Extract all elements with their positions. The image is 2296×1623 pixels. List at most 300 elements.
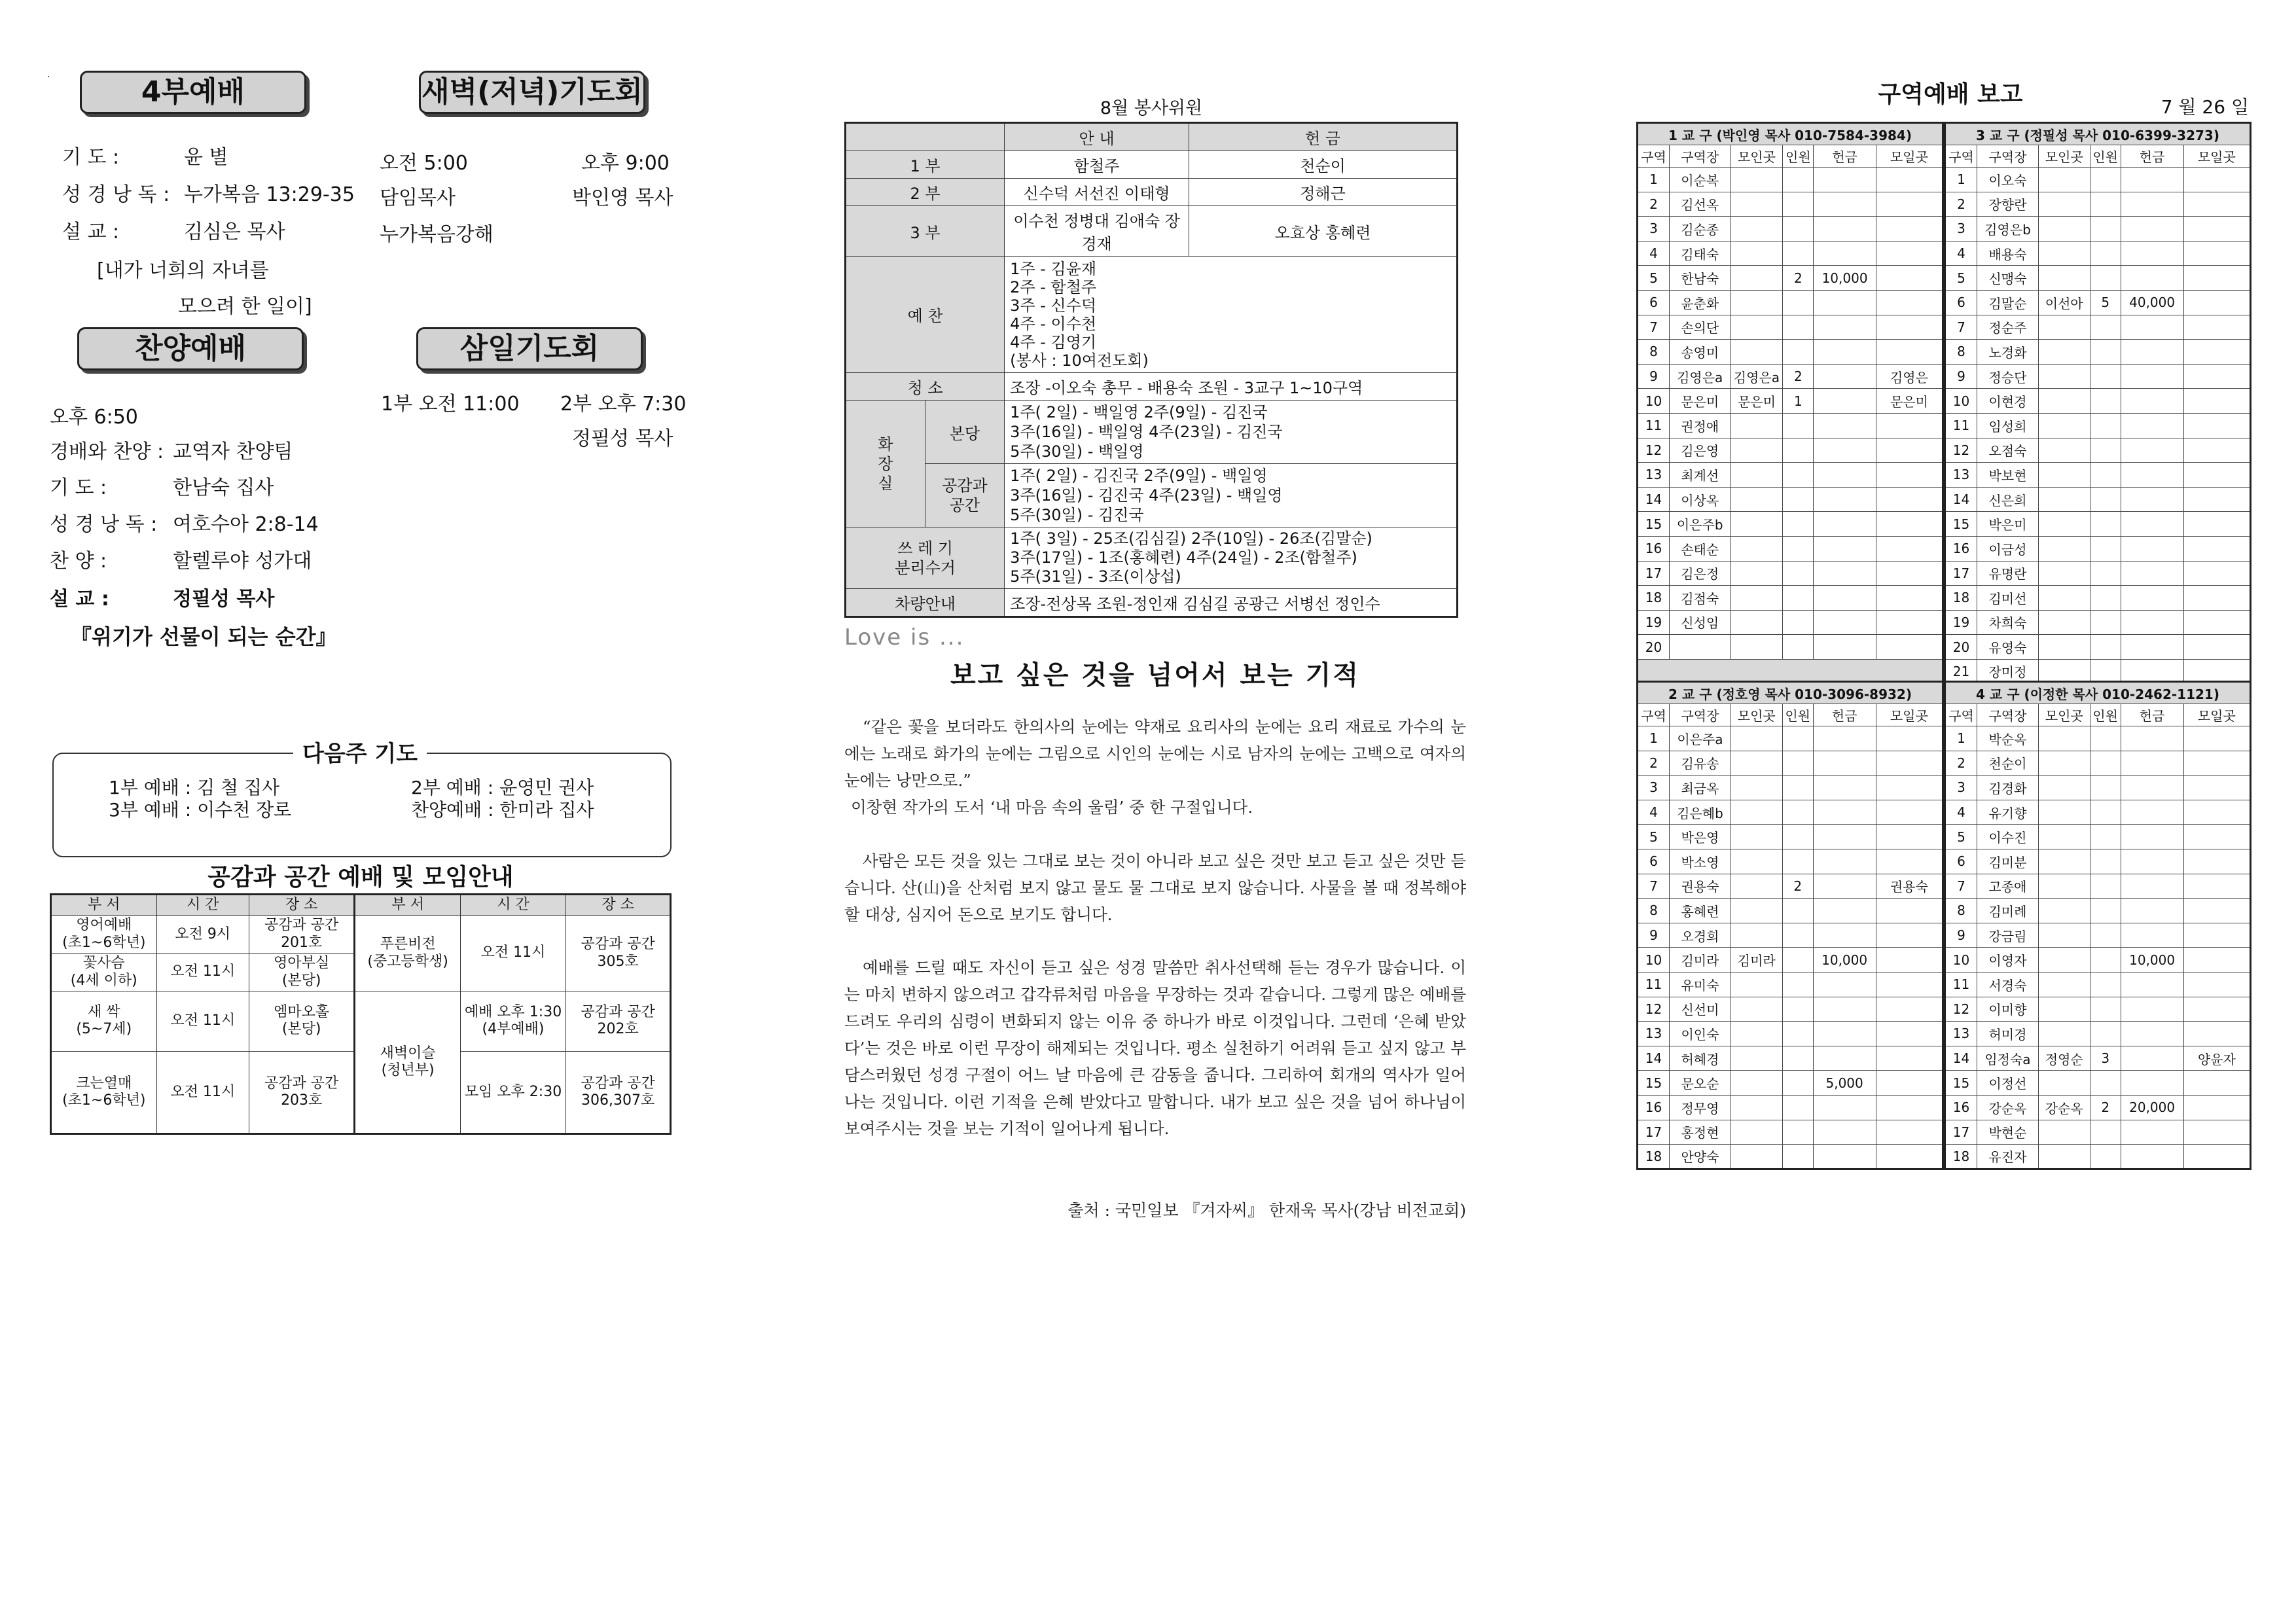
vehicle-schedule: 조장-전상목 조원-정인재 김심길 공광근 서병선 정인수	[1005, 589, 1458, 617]
district-cell	[2090, 389, 2121, 414]
district-cell	[2183, 290, 2250, 315]
district-cell	[1782, 1071, 1813, 1096]
district-cell: 20	[1945, 635, 1977, 660]
district-cell	[1876, 997, 1943, 1022]
district-cell	[2183, 1145, 2250, 1169]
vehicle-label: 차량안내	[846, 589, 1005, 617]
district-row	[1945, 512, 2251, 537]
district-row	[1945, 923, 2251, 948]
district-cell: 유기향	[1977, 800, 2039, 825]
district-cell	[2121, 315, 2183, 340]
district-cell	[2183, 364, 2250, 389]
district-header: 2 교 구 (정호영 목사 010-3096-8932)	[1638, 682, 1943, 704]
district-cell: 김은정	[1669, 561, 1731, 586]
district-cell	[1876, 1071, 1943, 1096]
district-cell	[2090, 241, 2121, 266]
district-cell	[2183, 561, 2250, 586]
gathering-cell: 모임 오후 2:30	[460, 1051, 565, 1133]
district-cell	[1782, 751, 1813, 776]
report-title: 구역예배 보고	[1878, 81, 2023, 108]
district-cell: 이선아	[2038, 290, 2090, 315]
article-source: 출처 : 국민일보 『겨자씨』 한재욱 목사(강남 비전교회)	[1067, 1201, 1466, 1220]
district-cell: 박소영	[1670, 849, 1731, 874]
district-cell: 1	[1783, 389, 1814, 414]
district-row	[1638, 512, 1943, 537]
district-cell: 15	[1945, 512, 1977, 537]
gathering-cell: 크는열매 (초1~6학년)	[51, 1051, 157, 1133]
district-cell	[2183, 726, 2250, 751]
district-row	[1945, 1046, 2251, 1071]
district-cell	[1876, 168, 1943, 192]
district-cell: 14	[1945, 487, 1977, 512]
district-row	[1638, 561, 1943, 586]
column-header: 인원	[1783, 145, 1814, 168]
district-cell	[1876, 438, 1943, 463]
district-cell	[2183, 923, 2250, 948]
volunteer-corner	[846, 123, 1005, 151]
district-cell: 권용숙	[1876, 874, 1943, 899]
district-cell: 5	[1638, 825, 1670, 849]
district-cell	[1813, 899, 1876, 923]
district-cell	[1783, 217, 1814, 241]
district-row	[1638, 586, 1943, 611]
district-cell	[2183, 340, 2250, 365]
district-cell: 3	[1638, 776, 1670, 800]
cleaning-label: 청 소	[846, 373, 1005, 401]
gathering-cell: 공감과 공간 306,307호	[566, 1051, 671, 1133]
column-header: 헌금	[1814, 145, 1876, 168]
district-cell	[2090, 899, 2121, 923]
column-header: 구역	[1945, 145, 1977, 168]
district-row	[1638, 1145, 1943, 1169]
district-cell	[2090, 923, 2121, 948]
district-cell	[2090, 635, 2121, 660]
district-cell	[2121, 586, 2183, 611]
district-cell: 1	[1638, 168, 1670, 192]
district-cell	[1876, 635, 1943, 660]
district-cell: 안양숙	[1670, 1145, 1731, 1169]
district-cell: 2	[1945, 751, 1977, 776]
district-cell	[1731, 610, 1783, 635]
district-cell	[1731, 1095, 1782, 1120]
next-prayer-2: 2부 예배 : 윤영민 권사	[411, 777, 594, 798]
praise-line-4: 찬 양 : 할렐루야 성가대	[50, 550, 312, 573]
district-cell: 김은혜b	[1670, 800, 1731, 825]
article-title: 보고 싶은 것을 넘어서 보는 기적	[950, 660, 1360, 690]
worship4-title: 4부예배	[80, 71, 306, 114]
district-cell	[2121, 1046, 2183, 1071]
district-cell: 7	[1945, 874, 1977, 899]
article-paragraph-2: 사람은 모든 것을 있는 그대로 보는 것이 아니라 보고 싶은 것만 보고 듣고 싶은 것만 듣습니다. 산(山)을 산처럼 보지 않고 물도 물 그대로 보지 않습니다. 사물을 볼 때 정복해야 할 대상, 심지어 돈으로 보기도 합니다.	[844, 851, 1466, 924]
district-cell	[1813, 800, 1876, 825]
dawn-time-2: 오후 9:00	[581, 152, 670, 175]
district-cell	[1782, 726, 1813, 751]
volunteer-guide: 함철주	[1005, 151, 1189, 179]
district-cell	[2183, 997, 2250, 1022]
district-row	[1638, 1071, 1943, 1096]
district-cell: 14	[1638, 487, 1670, 512]
praise-line-1: 경배와 찬양 : 교역자 찬양팀	[50, 440, 293, 463]
column-header: 모일곳	[1876, 145, 1943, 168]
trash-schedule: 1주( 3일) - 25조(김심길) 2주(10일) - 26조(김말순) 3주(17일) - 1조(홍혜련) 4주(24일) - 2조(함철주) 5주(31일) - 3조(이상섭)	[1005, 527, 1458, 589]
district-cell	[1813, 1095, 1876, 1120]
district-cell: 18	[1638, 1145, 1670, 1169]
district-cell	[1876, 241, 1943, 266]
district-cell: 5	[2090, 290, 2121, 315]
praise-time: 오후 6:50	[50, 406, 138, 429]
district-cell: 김은영	[1669, 438, 1731, 463]
district-cell	[2183, 972, 2250, 997]
district-cell	[2121, 1120, 2183, 1145]
district-cell	[1731, 487, 1783, 512]
district-cell: 15	[1945, 1071, 1977, 1096]
district-cell	[2183, 536, 2250, 561]
district-cell	[2183, 849, 2250, 874]
gathering-cell: 오전 11시	[460, 916, 565, 991]
district-cell	[1731, 1145, 1782, 1169]
district-cell	[1813, 923, 1876, 948]
district-cell	[2183, 217, 2250, 241]
district-cell: 13	[1638, 463, 1670, 488]
district-cell: 7	[1945, 315, 1977, 340]
district-cell	[1731, 340, 1783, 365]
district-cell	[1782, 1145, 1813, 1169]
district-cell: 16	[1945, 1095, 1977, 1120]
district-cell: 오점숙	[1977, 438, 2039, 463]
district-cell: 40,000	[2121, 290, 2183, 315]
district-cell	[1782, 776, 1813, 800]
column-header: 헌금	[2121, 145, 2183, 168]
district-cell	[1731, 972, 1782, 997]
column-header: 모인곳	[2038, 704, 2090, 726]
district-cell	[2038, 241, 2090, 266]
volunteer-row-label: 1 부	[846, 151, 1005, 179]
district-cell	[1783, 512, 1814, 537]
district-cell	[2090, 800, 2121, 825]
district-cell	[2090, 364, 2121, 389]
district-row	[1945, 315, 2251, 340]
district-cell: 유진자	[1977, 1145, 2039, 1169]
district-cell: 문은미	[1876, 389, 1943, 414]
district-row	[1945, 266, 2251, 291]
district-cell	[1814, 168, 1876, 192]
dawn-who-2: 박인영 목사	[572, 187, 673, 209]
district-cell: 문오순	[1670, 1071, 1731, 1096]
district-row	[1638, 923, 1943, 948]
gathering-cell: 오전 11시	[156, 991, 249, 1051]
district-cell	[1813, 825, 1876, 849]
district-cell: 윤춘화	[1669, 290, 1731, 315]
district-cell	[2038, 561, 2090, 586]
district-cell: 강순옥	[2038, 1095, 2090, 1120]
district-cell	[1814, 610, 1876, 635]
district-cell: 차희숙	[1977, 610, 2039, 635]
district-cell: 6	[1638, 849, 1670, 874]
district-cell	[1814, 290, 1876, 315]
district-cell: 8	[1638, 899, 1670, 923]
restroom-space: 1주( 2일) - 김진국 2주(9일) - 백일영 3주(16일) - 김진국 4주(23일) - 백일영 5주(30일) - 김진국	[1005, 464, 1458, 527]
district-cell	[1782, 997, 1813, 1022]
district-cell	[2038, 1145, 2090, 1169]
district-cell: 신성임	[1669, 610, 1731, 635]
district-cell: 17	[1945, 1120, 1977, 1145]
district-cell	[1814, 389, 1876, 414]
column-header: 모인곳	[1731, 145, 1783, 168]
district-header: 1 교 구 (박인영 목사 010-7584-3984)	[1638, 123, 1943, 145]
district-cell	[1731, 923, 1782, 948]
district-cell: 4	[1945, 241, 1977, 266]
district-cell	[1783, 290, 1814, 315]
gathering-title: 공감과 공간 예배 및 모임안내	[207, 864, 514, 891]
district-cell: 강금림	[1977, 923, 2039, 948]
district-cell	[2121, 610, 2183, 635]
cleaning-schedule: 조장 -이오숙 총무 - 배용숙 조원 - 3교구 1~10구역	[1005, 373, 1458, 401]
district-cell	[1876, 972, 1943, 997]
district-cell	[1814, 217, 1876, 241]
district-cell	[1876, 1046, 1943, 1071]
district-cell: 10	[1638, 948, 1670, 972]
district-row	[1638, 192, 1943, 217]
district-cell	[1731, 290, 1783, 315]
district-cell	[2038, 948, 2090, 972]
district-cell	[1876, 315, 1943, 340]
district-cell	[1731, 800, 1782, 825]
district-cell	[1731, 1071, 1782, 1096]
district-cell	[1876, 487, 1943, 512]
district-cell: 12	[1638, 997, 1670, 1022]
gathering-cell: 공감과 공간 305호	[566, 916, 671, 991]
choir-label: 예 찬	[846, 257, 1005, 373]
column-header: 구역	[1638, 704, 1670, 726]
volunteer-offer: 천순이	[1189, 151, 1458, 179]
gathering-cell: 오전 11시	[156, 954, 249, 991]
district-cell: 이미향	[1977, 997, 2039, 1022]
district-cell: 김미라	[1731, 948, 1782, 972]
district-cell: 배용숙	[1977, 241, 2039, 266]
district-cell	[1783, 487, 1814, 512]
district-row	[1945, 800, 2251, 825]
district-cell	[2038, 389, 2090, 414]
district-cell	[1783, 635, 1814, 660]
district-cell: 김영은	[1876, 364, 1943, 389]
district-cell	[2038, 610, 2090, 635]
district-table-3	[1944, 122, 2251, 685]
column-header: 구역	[1638, 145, 1670, 168]
district-cell	[2121, 849, 2183, 874]
district-cell: 8	[1638, 340, 1670, 365]
district-cell: 최계선	[1669, 463, 1731, 488]
district-cell	[2183, 315, 2250, 340]
district-cell: 유명란	[1977, 561, 2039, 586]
district-row	[1638, 290, 1943, 315]
district-cell	[2038, 1120, 2090, 1145]
gathering-header: 부 서	[51, 895, 157, 916]
district-cell: 신은희	[1977, 487, 2039, 512]
restroom-space-label: 공감과 공간	[925, 464, 1005, 527]
district-cell	[1813, 726, 1876, 751]
district-cell	[1814, 315, 1876, 340]
district-cell	[1876, 192, 1943, 217]
district-cell: 5	[1945, 266, 1977, 291]
district-cell	[2038, 849, 2090, 874]
district-cell	[2038, 364, 2090, 389]
district-cell	[2183, 487, 2250, 512]
district-cell: 6	[1638, 290, 1670, 315]
district-cell: 박은미	[1977, 512, 2039, 537]
dawn-who-1: 담임목사	[380, 187, 456, 209]
district-cell	[2090, 315, 2121, 340]
district-row	[1638, 997, 1943, 1022]
district-cell: 15	[1638, 1071, 1670, 1096]
district-cell: 2	[1783, 364, 1814, 389]
district-cell	[1813, 1120, 1876, 1145]
district-row	[1638, 751, 1943, 776]
district-cell	[2183, 1095, 2250, 1120]
district-row	[1945, 972, 2251, 997]
column-header: 인원	[2090, 704, 2121, 726]
district-row	[1945, 290, 2251, 315]
district-cell	[2121, 1145, 2183, 1169]
district-cell	[1876, 586, 1943, 611]
district-cell: 김미례	[1977, 899, 2039, 923]
district-cell: 2	[1638, 192, 1670, 217]
district-cell	[2090, 726, 2121, 751]
district-cell	[2121, 726, 2183, 751]
district-cell	[2090, 586, 2121, 611]
gathering-cell: 오전 11시	[156, 1051, 249, 1133]
district-cell: 장향란	[1977, 192, 2039, 217]
district-cell: 정영순	[2038, 1046, 2090, 1071]
district-cell: 18	[1945, 586, 1977, 611]
district-table-1	[1636, 122, 1944, 685]
district-row	[1945, 948, 2251, 972]
district-row	[1638, 438, 1943, 463]
district-cell: 박현순	[1977, 1120, 2039, 1145]
district-cell	[1876, 1022, 1943, 1046]
district-cell	[2183, 610, 2250, 635]
district-cell	[2121, 561, 2183, 586]
district-cell: 허혜경	[1670, 1046, 1731, 1071]
volunteer-row-label: 3 부	[846, 206, 1005, 257]
district-cell: 유영숙	[1977, 635, 2039, 660]
district-cell	[1731, 874, 1782, 899]
district-row	[1638, 340, 1943, 365]
district-cell	[1731, 997, 1782, 1022]
district-cell	[1731, 192, 1783, 217]
district-cell	[2183, 192, 2250, 217]
district-cell: 20	[1638, 635, 1670, 660]
district-cell	[1876, 726, 1943, 751]
district-cell	[2183, 874, 2250, 899]
district-cell: 11	[1945, 972, 1977, 997]
volunteer-guide: 이수천 정병대 김애숙 장경재	[1005, 206, 1189, 257]
district-cell	[1783, 192, 1814, 217]
district-cell: 홍혜련	[1670, 899, 1731, 923]
district-row	[1945, 825, 2251, 849]
district-cell	[1669, 635, 1731, 660]
district-cell: 11	[1638, 413, 1670, 438]
district-cell: 이인숙	[1670, 1022, 1731, 1046]
trash-label: 쓰 레 기 분리수거	[846, 527, 1005, 589]
article-paragraph-1b: 이창현 작가의 도서 ‘내 마음 속의 울림’ 중 한 구절입니다.	[851, 798, 1253, 817]
district-cell: 김영은a	[1669, 364, 1731, 389]
column-header: 모인곳	[2038, 145, 2090, 168]
district-cell: 김경화	[1977, 776, 2039, 800]
district-cell: 홍정현	[1670, 1120, 1731, 1145]
district-row	[1945, 997, 2251, 1022]
district-cell	[1731, 217, 1783, 241]
dawn-text: 누가복음강해	[380, 223, 493, 246]
district-cell: 문은미	[1731, 389, 1783, 414]
district-cell	[1731, 463, 1783, 488]
district-row	[1638, 610, 1943, 635]
district-cell	[1814, 192, 1876, 217]
district-cell	[2183, 266, 2250, 291]
district-cell: 14	[1638, 1046, 1670, 1071]
district-cell: 17	[1638, 1120, 1670, 1145]
district-cell: 5	[1638, 266, 1670, 291]
district-row	[1945, 586, 2251, 611]
district-cell: 김점숙	[1669, 586, 1731, 611]
district-cell	[1876, 948, 1943, 972]
district-cell	[1731, 726, 1782, 751]
column-header: 모일곳	[1876, 704, 1943, 726]
district-cell	[2038, 340, 2090, 365]
district-row	[1638, 800, 1943, 825]
district-row	[1945, 874, 2251, 899]
district-cell: 이금성	[1977, 536, 2039, 561]
district-cell: 10	[1945, 389, 1977, 414]
district-cell: 임정숙a	[1977, 1046, 2039, 1071]
district-cell: 김순종	[1669, 217, 1731, 241]
district-cell	[1731, 561, 1783, 586]
worship4-sermon-title-2: 모으려 한 일이]	[178, 295, 312, 318]
district-table-4	[1944, 681, 2251, 1170]
district-cell: 13	[1945, 1022, 1977, 1046]
district-row	[1638, 972, 1943, 997]
district-cell: 김태숙	[1669, 241, 1731, 266]
district-row	[1945, 751, 2251, 776]
district-row	[1638, 315, 1943, 340]
district-cell: 3	[1945, 776, 1977, 800]
district-cell	[1782, 849, 1813, 874]
district-cell	[2038, 168, 2090, 192]
district-cell: 19	[1945, 610, 1977, 635]
district-cell: 천순이	[1977, 751, 2039, 776]
district-cell	[1876, 463, 1943, 488]
district-cell	[2183, 751, 2250, 776]
district-cell	[2038, 776, 2090, 800]
district-row	[1945, 776, 2251, 800]
district-cell	[1782, 1046, 1813, 1071]
district-cell: 김미분	[1977, 849, 2039, 874]
district-cell	[2090, 340, 2121, 365]
district-row	[1945, 899, 2251, 923]
district-row	[1638, 241, 1943, 266]
district-cell: 장미정	[1977, 659, 2039, 684]
district-cell: 서경숙	[1977, 972, 2039, 997]
district-cell	[2183, 413, 2250, 438]
district-row	[1945, 168, 2251, 192]
wed-time-2: 2부 오후 7:30	[560, 393, 687, 416]
district-cell	[1813, 997, 1876, 1022]
district-cell	[2090, 610, 2121, 635]
praise-line-3: 성 경 낭 독 : 여호수아 2:8-14	[50, 513, 319, 536]
district-cell: 이은주b	[1669, 512, 1731, 537]
worship4-sermon-title-1: [내가 너희의 자녀를	[97, 259, 269, 282]
gathering-cell: 오전 9시	[156, 916, 249, 954]
district-cell	[2038, 1022, 2090, 1046]
